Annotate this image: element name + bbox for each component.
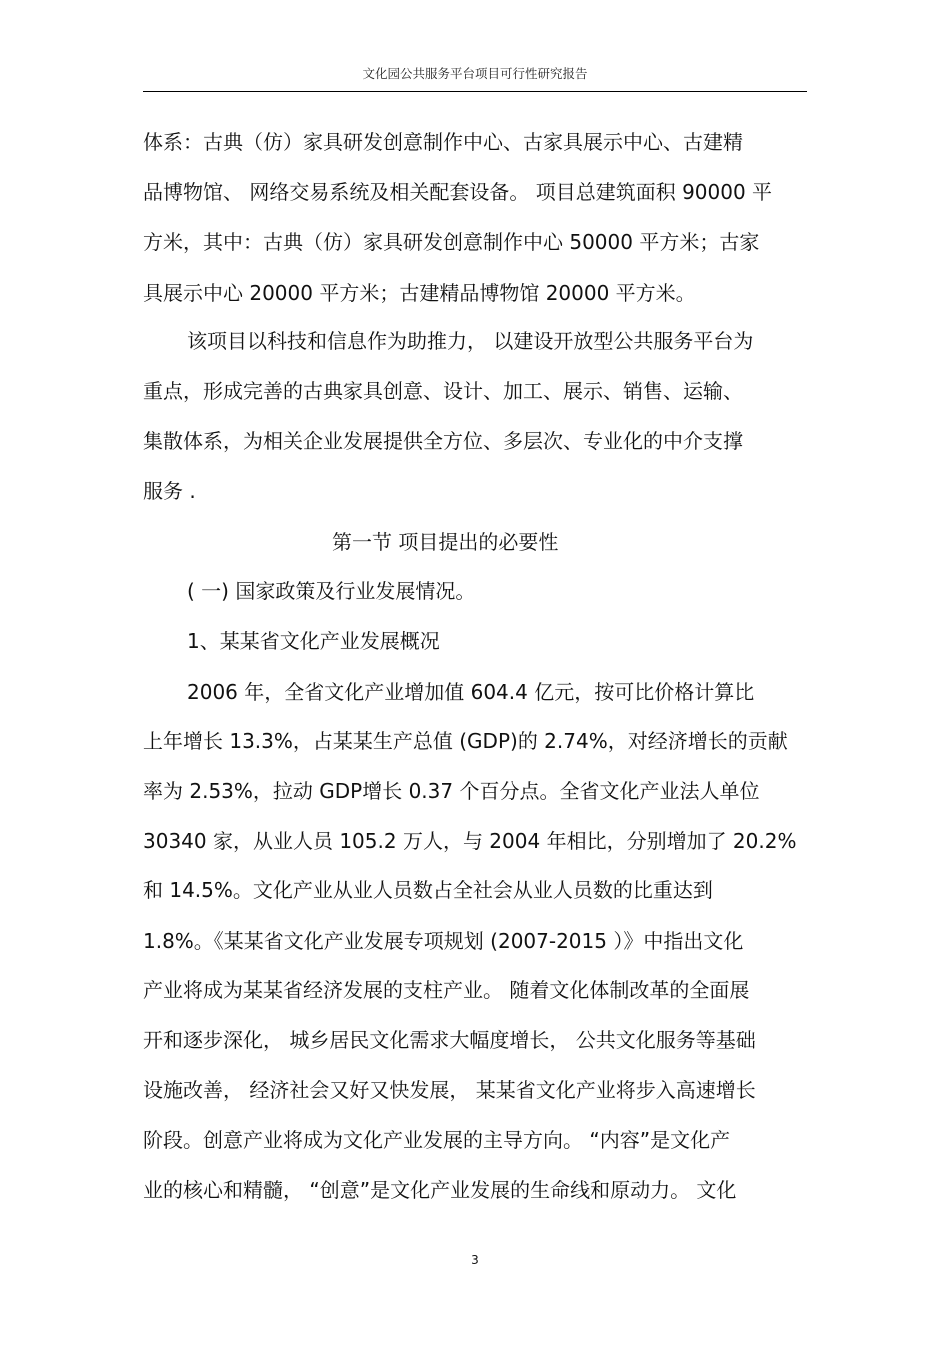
body-line: 品博物馆、 网络交易系统及相关配套设备。 项目总建筑面积 90000 平 bbox=[143, 180, 773, 204]
body-line: 阶段。创意产业将成为文化产业发展的主导方向。 “内容”是文化产 bbox=[143, 1128, 731, 1152]
body-line: 产业将成为某某省经济发展的支柱产业。 随着文化体制改革的全面展 bbox=[143, 978, 750, 1002]
header-rule bbox=[143, 91, 807, 92]
subsection-heading: 1、某某省文化产业发展概况 bbox=[187, 629, 440, 653]
body-line: 上年增长 13.3%，占某某生产总值 (GDP)的 2.74%，对经济增长的贡献 bbox=[143, 729, 788, 753]
body-line: 体系：古典（仿）家具研发创意制作中心、古家具展示中心、古建精 bbox=[143, 130, 743, 154]
body-line: 设施改善， 经济社会又好又快发展， 某某省文化产业将步入高速增长 bbox=[143, 1078, 756, 1102]
body-line: 该项目以科技和信息作为助推力， 以建设开放型公共服务平台为 bbox=[187, 329, 754, 353]
section-heading: 第一节 项目提出的必要性 bbox=[332, 530, 559, 554]
body-line: 业的核心和精髓， “创意”是文化产业发展的生命线和原动力。 文化 bbox=[143, 1178, 737, 1202]
page-number: 3 bbox=[471, 1253, 479, 1267]
body-line: 重点，形成完善的古典家具创意、设计、加工、展示、销售、运输、 bbox=[143, 379, 743, 403]
body-line: 具展示中心 20000 平方米；古建精品博物馆 20000 平方米。 bbox=[143, 281, 696, 305]
body-line: 率为 2.53%，拉动 GDP增长 0.37 个百分点。全省文化产业法人单位 bbox=[143, 779, 760, 803]
body-line: 方米，其中：古典（仿）家具研发创意制作中心 50000 平方米；古家 bbox=[143, 230, 760, 254]
subsection-heading: ( 一) 国家政策及行业发展情况。 bbox=[187, 579, 476, 603]
body-line: 集散体系，为相关企业发展提供全方位、多层次、专业化的中介支撑 bbox=[143, 429, 743, 453]
body-line: 2006 年，全省文化产业增加值 604.4 亿元，按可比价格计算比 bbox=[187, 680, 755, 704]
body-line: 开和逐步深化， 城乡居民文化需求大幅度增长， 公共文化服务等基础 bbox=[143, 1028, 756, 1052]
body-line: 和 14.5%。文化产业从业人员数占全社会从业人员数的比重达到 bbox=[143, 878, 713, 902]
running-header: 文化园公共服务平台项目可行性研究报告 bbox=[362, 66, 588, 81]
body-line: 30340 家，从业人员 105.2 万人，与 2004 年相比，分别增加了 20.2% bbox=[143, 829, 797, 853]
body-line: 1.8%。《某某省文化产业发展专项规划 (2007-2015 ）》中指出文化 bbox=[143, 929, 744, 953]
body-line: 服务 . bbox=[143, 479, 196, 503]
